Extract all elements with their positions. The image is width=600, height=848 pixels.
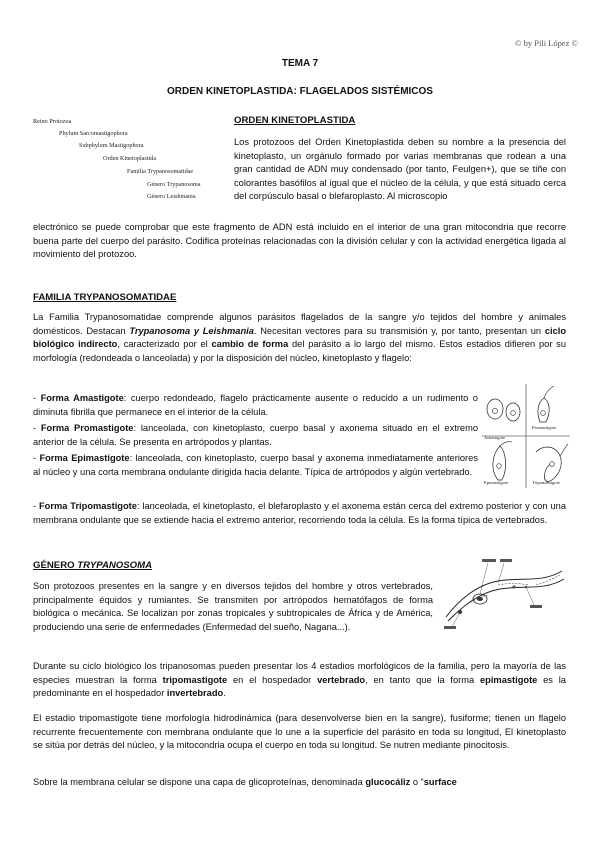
form-epimastigote: - Forma Epimastigote: lanceolada, con kinetoplasto, cuerpo basal y axonema inmediatamente anteriores al núcleo y una corta membrana ondulante dirigida hacia delante. Típica de artrópodos y algún vertebrado. [33,453,478,477]
kinetoplastida-paragraph: Los protozoos del Orden Kinetoplastida deben su nombre a la presencia del kinetoplasto, un orgánulo formado por varias membranas que rodean a una gran cantidad de ADN muy condensado (por tanto, Feulgen+), que se tiñe con colorantes basófilos al igual que el núcleo de la célula, y que está situado cerca del corpúsculo basal o blefaroplasto. Al microscopio [234,137,566,202]
taxonomy-item: Orden Kinetoplastida [103,155,157,162]
amastigote-drawing [487,399,520,421]
kinetoplastida-paragraph-cont: electrónico se puede comprobar que este fragmento de ADN está incluido en el interior de una gran mitocondria que recorre buena parte del cuerpo del parásito. Codifica proteínas relacionadas con la división celular y con la actividad energética ligada al movimiento del protozoo. [33,222,566,260]
section-heading-kinetoplastida: ORDEN KINETOPLASTIDA [234,115,356,126]
form-tripomastigote: - Forma Tripomastigote: lanceolada, el kinetoplasto, el blefaroplasto y el axonema están cerca del extremo posterior y con una membrana ondulante que se extiende hacia el extremo anterior, recorriendo toda la célula. Es la forma típica de vertebrados. [33,501,566,525]
promastigote-drawing [538,386,554,422]
trypanosoma-paragraph-3: El estadio tripomastigote tiene morfología hidrodinámica (para desenvolverse bien en la sangre), fusiforme; tienen un flagelo recurrente frecuentemente con membrana ondulante que lo une a la superficie del parásito en toda su longitud, El kinetoplasto se sitúa por detrás del núcleo, y la mitocondria ocupa el cuerpo en toda su longitud. Se nutren mediante pinocitosis. [33,713,566,751]
trypanosomatidae-intro: La Familia Trypanosomatidae comprende algunos parásitos flagelados de la sangre y/o tejidos del hombre y animales domésticos. Destacan Trypanosoma y Leishmania. Necesitan vectores para su transmisión y, por tanto, presentan un ciclo biológico indirecto, caracterizado por el cambio de forma del parásito a lo largo del mismo. Estos estadios difieren por su morfología (redondeada o lanceolada) y por la disposición del núcleo, kinetoplasto y flagelo: [33,312,566,363]
author-credit: © by Pili López © [515,38,578,48]
tripomastigote-drawing [536,444,568,482]
epimastigote-drawing [493,442,512,480]
taxonomy-item: Familia Trypanosomatidae [127,168,194,175]
tema-title: TEMA 7 [281,58,319,69]
taxonomy-item: Género Leishmania [147,193,196,200]
figure-label-tripomastigote: Tripomastigote [532,480,560,485]
taxonomy-item: Subphylum Mastigophora [79,142,144,149]
form-promastigote: - Forma Promastigote: lanceolada, con kinetoplasto, cuerpo basal y axonema situado en el extremo anterior de la célula. Se presenta en artrópodos y plantas. [33,423,478,447]
trypanosoma-paragraph-2: Durante su ciclo biológico los tripanosomas pueden presentar los 4 estadios morfológicos de la familia, pero la mayoría de las especies muestran la forma tripomastigote en el hospedador vertebrado, en tanto que la forma epimastigote es la predominante en el hospedador invertebrado. [33,661,566,699]
figure-label-amastigote: Amastigote [484,435,506,440]
trypanosoma-paragraph-4: Sobre la membrana celular se dispone una capa de glicoproteínas, denominada glucocáliz o “surface [33,777,457,787]
figure-label-epimastigote: Epimastigote [484,480,509,485]
main-title: ORDEN KINETOPLASTIDA: FLAGELADOS SISTÉMICOS [167,86,433,97]
taxonomy-item: Reino Protozoa [33,118,72,125]
form-amastigote: - Forma Amastigote: cuerpo redondeado, flagelo prácticamente ausente o reducido a un rudimento o diminuta fibrilla que permanece en el interior de la célula. [33,393,478,417]
figure-label-promastigote: Promastigote [532,425,557,430]
section-heading-trypanosoma: GÉNERO TRYPANOSOMA [33,560,153,571]
taxonomy-item: Phylum Sarcomastigophora [59,130,128,137]
section-heading-trypanosomatidae: FAMILIA TRYPANOSOMATIDAE [33,292,177,303]
trypanosoma-paragraph-1: Son protozoos presentes en la sangre y en diversos tejidos del hombre y otros vertebrados, principalmente équidos y rumiantes. Se transmiten por artrópodos hematófagos de forma biológica o mecánica. Se localizan por zonas tropicales y subtropicales de África y de América, produciendo una serie de enfermedades (Enfermedad del sueño, Nagana...). [33,581,433,632]
trypanosome-anatomy-figure [438,557,570,631]
taxonomy-item: Género Trypanosoma [147,181,201,188]
